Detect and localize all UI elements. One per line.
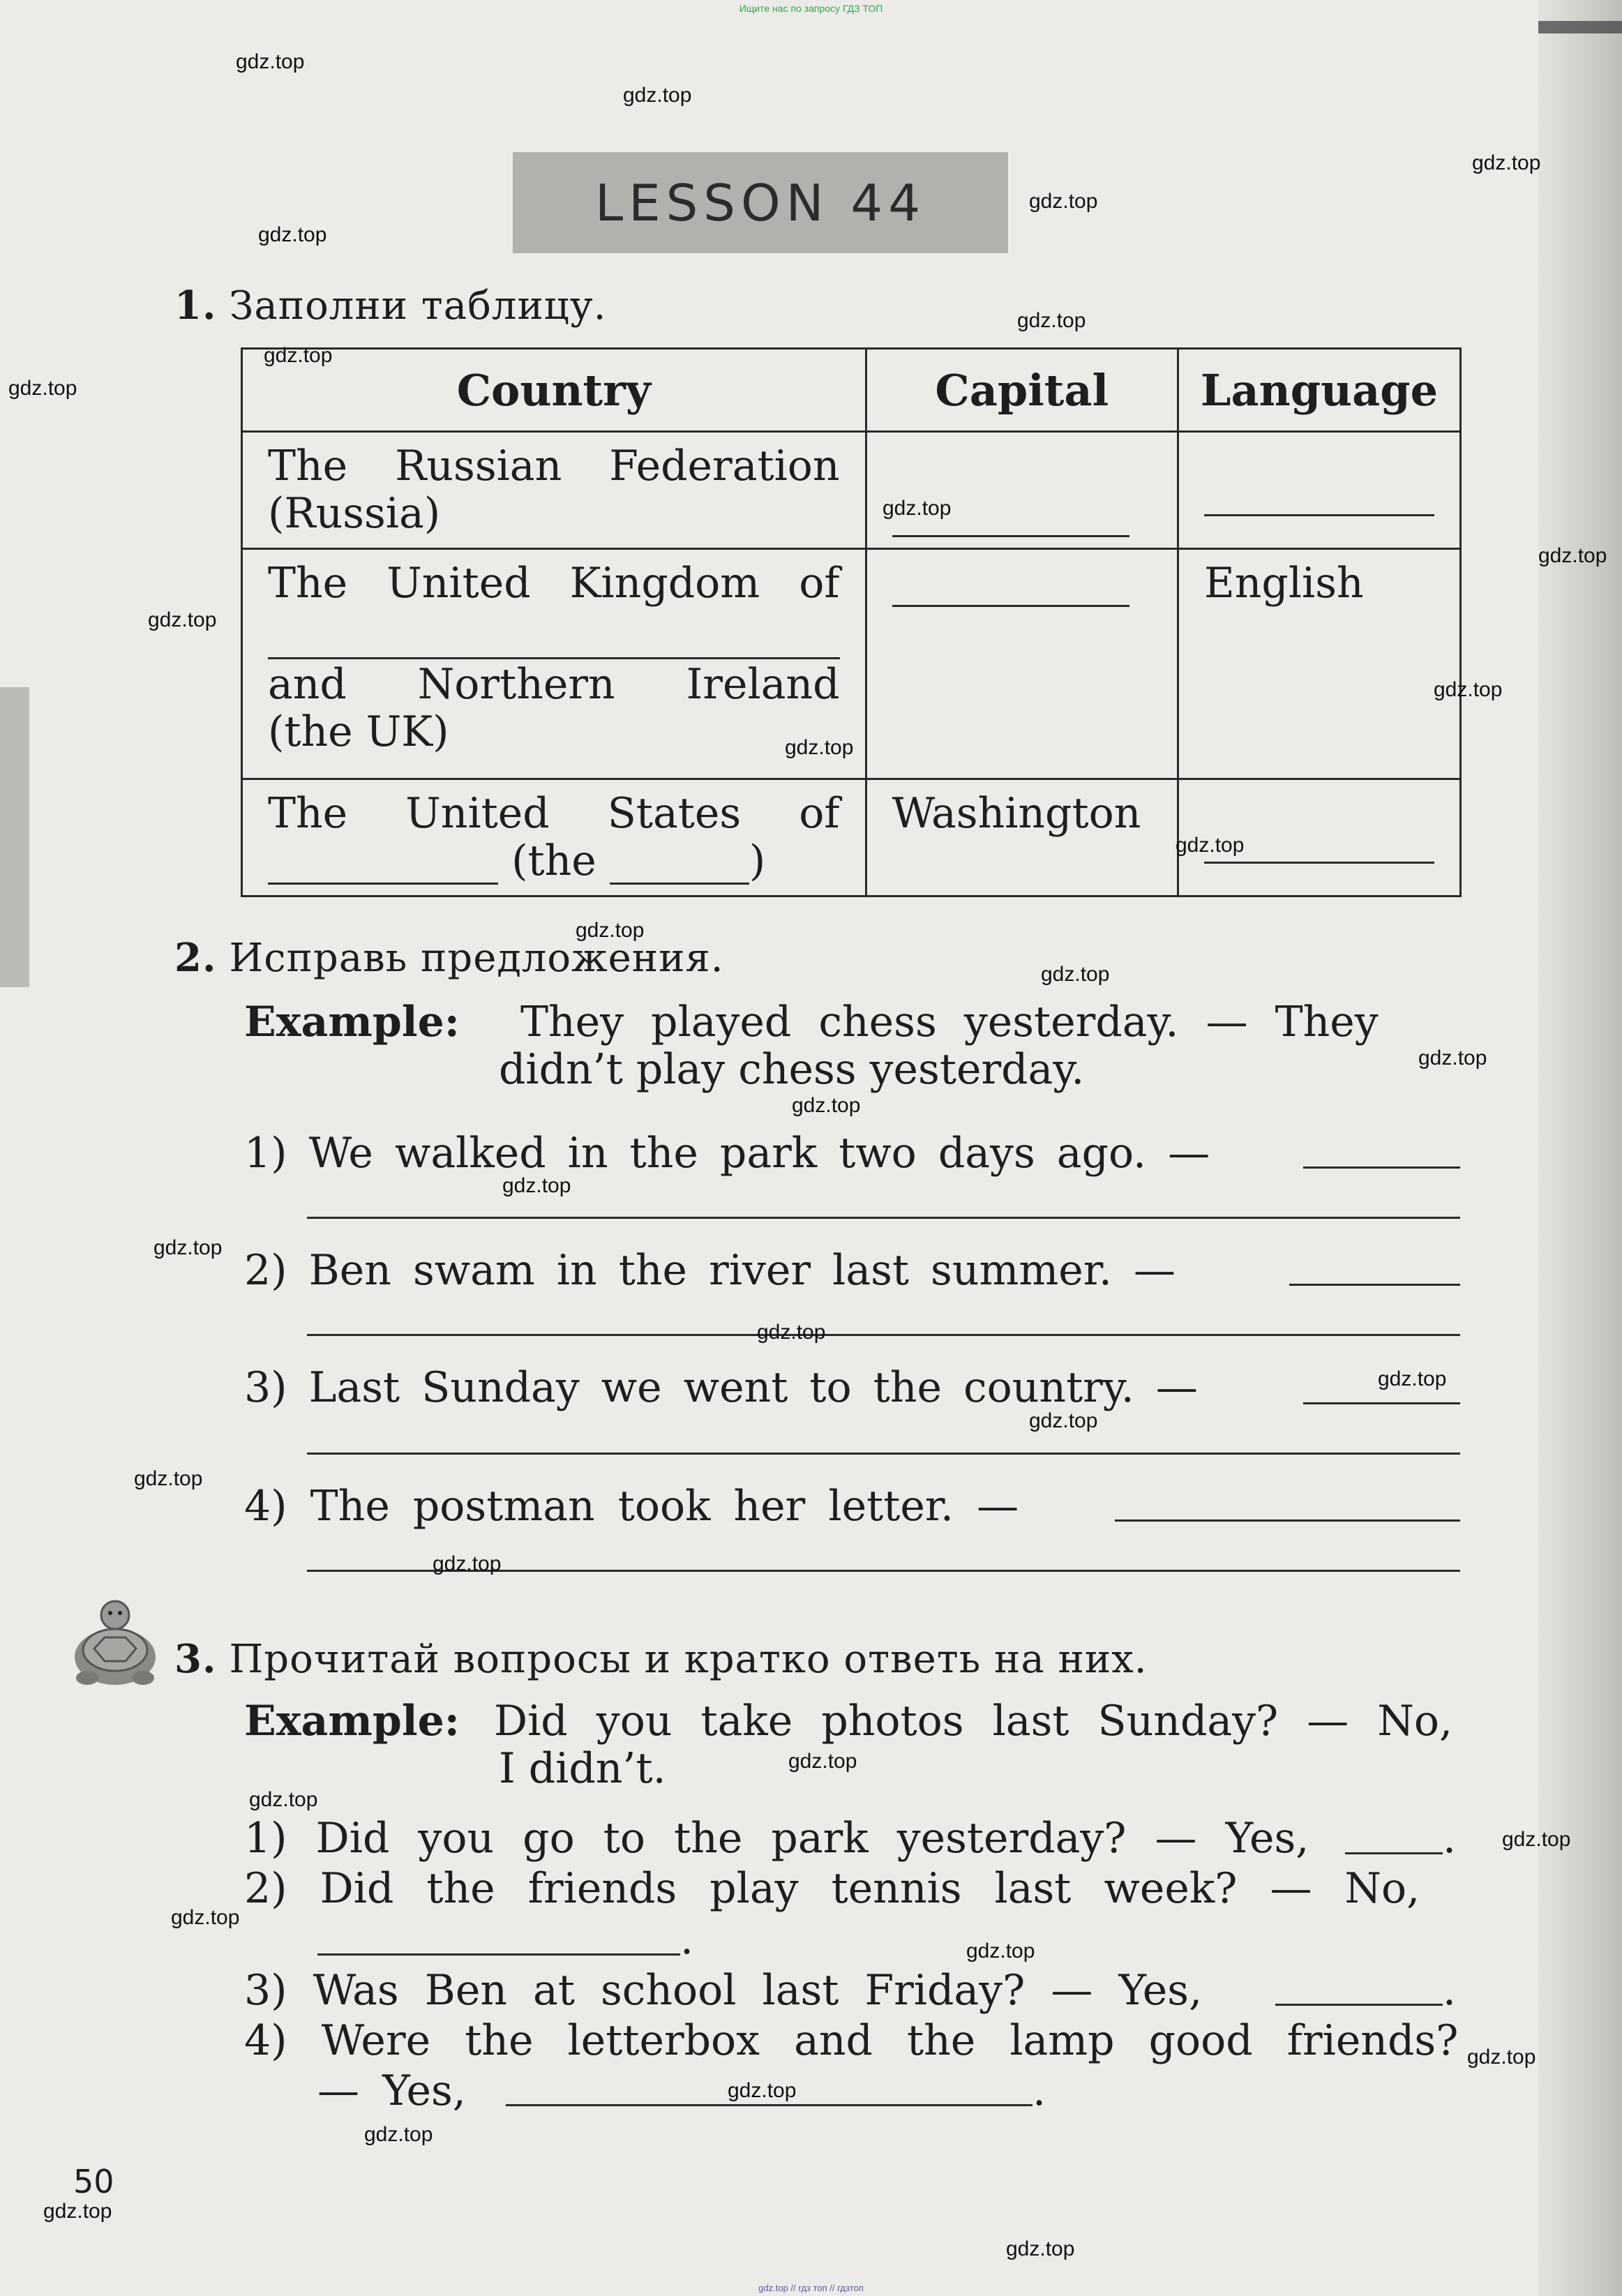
watermark: gdz.top bbox=[1041, 963, 1110, 986]
task3-answer-blank[interactable] bbox=[1345, 1852, 1443, 1854]
task2-answer-blank[interactable] bbox=[307, 1334, 1460, 1336]
watermark: gdz.top bbox=[1029, 1409, 1098, 1432]
country-line bbox=[268, 837, 840, 885]
capital-cell bbox=[866, 779, 1178, 896]
watermark: gdz.top bbox=[1006, 2237, 1075, 2260]
page-spine-shadow bbox=[1538, 0, 1622, 2296]
turtle-icon bbox=[66, 1594, 164, 1699]
task2-answer-blank[interactable] bbox=[307, 1217, 1460, 1219]
watermark: gdz.top bbox=[1434, 678, 1503, 701]
left-margin-bar bbox=[0, 687, 29, 987]
task2-example-answer: didn’t play chess yesterday. bbox=[499, 1045, 1085, 1094]
watermark: gdz.top bbox=[792, 1094, 861, 1117]
word: of bbox=[799, 789, 840, 838]
word: and bbox=[268, 660, 347, 709]
watermark: gdz.top bbox=[8, 377, 77, 400]
task3-example-answer: I didn’t. bbox=[499, 1744, 666, 1793]
country-cell bbox=[242, 432, 866, 549]
watermark: gdz.top bbox=[258, 223, 327, 246]
watermark: gdz.top bbox=[171, 1906, 240, 1929]
task2-number: 2. bbox=[174, 935, 217, 981]
word: United bbox=[386, 559, 531, 608]
word: Northern bbox=[417, 660, 615, 709]
country-cell bbox=[242, 779, 866, 896]
task3-heading bbox=[174, 1636, 1148, 1682]
table-header-row bbox=[242, 349, 1461, 432]
example-question: Did you take photos last Sunday? — No, bbox=[494, 1697, 1453, 1746]
task2-answer-blank[interactable] bbox=[1303, 1402, 1460, 1404]
country-line: (Russia) bbox=[268, 489, 441, 538]
watermark: gdz.top bbox=[883, 497, 952, 520]
capital-value: Washington bbox=[892, 789, 1141, 838]
task1-text: Заполни таблицу. bbox=[229, 283, 607, 329]
task3-example bbox=[244, 1697, 1462, 1746]
watermark: gdz.top bbox=[236, 50, 305, 73]
task3-number: 3. bbox=[174, 1636, 217, 1682]
task2-item-2: 2) Ben swam in the river last summer. — bbox=[244, 1246, 1176, 1295]
period: . bbox=[1443, 1966, 1457, 2015]
word: States bbox=[607, 789, 742, 838]
capital-blank[interactable] bbox=[892, 535, 1129, 537]
country-line bbox=[268, 560, 840, 607]
lesson-header bbox=[513, 152, 1008, 253]
language-cell bbox=[1178, 549, 1460, 779]
watermark: gdz.top bbox=[1176, 834, 1245, 857]
country-line bbox=[268, 442, 840, 490]
task3-answer-4: — Yes, bbox=[317, 2066, 466, 2115]
task2-example bbox=[244, 998, 1462, 1046]
example-question: They played chess yesterday. — They bbox=[520, 998, 1379, 1046]
header-country: Country bbox=[242, 349, 866, 432]
table-row bbox=[242, 779, 1461, 896]
page-number: 50 bbox=[73, 2163, 114, 2200]
bottom-note[interactable]: gdz.top // гдз топ // гдзтоп bbox=[758, 2283, 864, 2293]
task3-answer-blank[interactable] bbox=[506, 2104, 1032, 2106]
example-label: Example: bbox=[244, 1697, 460, 1746]
language-value: English bbox=[1203, 559, 1364, 608]
task3-question-2: 2) Did the friends play tennis last week? — No, bbox=[244, 1864, 1420, 1913]
watermark: gdz.top bbox=[788, 1750, 857, 1773]
country-line: (the UK) bbox=[268, 707, 449, 756]
word: Kingdom bbox=[569, 559, 760, 608]
capital-blank[interactable] bbox=[892, 563, 1129, 607]
period: . bbox=[680, 1915, 694, 1964]
watermark: gdz.top bbox=[1472, 151, 1541, 174]
example-label: Example: bbox=[244, 998, 460, 1046]
watermark: gdz.top bbox=[1378, 1367, 1447, 1390]
word: of bbox=[799, 559, 840, 608]
word: Ireland bbox=[686, 660, 840, 709]
word: The bbox=[268, 789, 348, 838]
country-blank[interactable] bbox=[610, 883, 749, 885]
period: . bbox=[1032, 2066, 1046, 2115]
watermark: gdz.top bbox=[43, 2200, 112, 2223]
task2-item-4: 4) The postman took her letter. — bbox=[244, 1482, 1019, 1531]
task2-answer-blank[interactable] bbox=[1115, 1520, 1460, 1522]
task2-item-1: 1) We walked in the park two days ago. — bbox=[244, 1129, 1210, 1178]
word: Federation bbox=[609, 442, 840, 490]
task2-answer-blank[interactable] bbox=[1289, 1284, 1460, 1286]
watermark: gdz.top bbox=[1418, 1046, 1487, 1070]
watermark: gdz.top bbox=[757, 1321, 826, 1344]
country-blank[interactable] bbox=[268, 883, 498, 885]
word: United bbox=[405, 789, 550, 838]
watermark: gdz.top bbox=[364, 2123, 433, 2146]
task3-question-4: 4) Were the letterbox and the lamp good friends? bbox=[244, 2016, 1459, 2065]
table-row bbox=[242, 432, 1461, 549]
capital-cell bbox=[866, 432, 1178, 549]
language-blank[interactable] bbox=[1204, 862, 1434, 864]
lesson-title: LESSON 44 bbox=[594, 173, 926, 232]
task3-text: Прочитай вопросы и кратко ответь на них. bbox=[229, 1637, 1148, 1682]
watermark: gdz.top bbox=[433, 1552, 502, 1575]
task1-heading bbox=[174, 283, 607, 329]
country-line bbox=[268, 790, 840, 837]
watermark: gdz.top bbox=[1029, 190, 1098, 213]
language-cell bbox=[1178, 432, 1460, 549]
word: (the bbox=[511, 836, 596, 885]
top-note[interactable]: Ищите нас по запросу ГДЗ ТОП bbox=[739, 3, 883, 14]
language-blank[interactable] bbox=[1204, 514, 1434, 516]
capital-cell bbox=[866, 549, 1178, 779]
country-blank[interactable] bbox=[268, 607, 840, 659]
watermark: gdz.top bbox=[966, 1939, 1035, 1963]
period: . bbox=[1443, 1814, 1457, 1863]
task2-text: Исправь предложения. bbox=[229, 936, 724, 981]
country-line bbox=[268, 661, 840, 708]
task2-answer-blank[interactable] bbox=[1303, 1166, 1460, 1169]
task3-answer-blank[interactable] bbox=[317, 1953, 680, 1956]
word: Russian bbox=[395, 442, 562, 490]
word: The bbox=[268, 442, 348, 490]
word: ) bbox=[749, 836, 766, 885]
word: The bbox=[268, 559, 348, 608]
watermark: gdz.top bbox=[1538, 544, 1607, 567]
watermark: gdz.top bbox=[134, 1467, 203, 1490]
country-cell bbox=[242, 549, 866, 779]
watermark: gdz.top bbox=[1467, 2046, 1536, 2069]
watermark: gdz.top bbox=[153, 1236, 223, 1259]
watermark: gdz.top bbox=[785, 736, 854, 759]
watermark: gdz.top bbox=[249, 1788, 318, 1811]
watermark: gdz.top bbox=[502, 1174, 571, 1197]
task3-question-3: 3) Was Ben at school last Friday? — Yes, bbox=[244, 1966, 1203, 2015]
spine-dark-strip bbox=[1538, 21, 1622, 33]
watermark: gdz.top bbox=[623, 84, 692, 107]
task3-question-1: 1) Did you go to the park yesterday? — Yes, bbox=[244, 1814, 1309, 1863]
watermark: gdz.top bbox=[148, 608, 217, 631]
task2-answer-blank[interactable] bbox=[307, 1453, 1460, 1455]
header-language: Language bbox=[1178, 349, 1460, 432]
countries-table bbox=[241, 347, 1462, 897]
task3-answer-blank[interactable] bbox=[1275, 2004, 1443, 2006]
task2-item-3: 3) Last Sunday we went to the country. — bbox=[244, 1363, 1198, 1412]
watermark: gdz.top bbox=[264, 344, 333, 367]
header-capital: Capital bbox=[866, 349, 1178, 432]
watermark: gdz.top bbox=[728, 2079, 797, 2102]
task1-number: 1. bbox=[174, 283, 217, 329]
watermark: gdz.top bbox=[1017, 309, 1086, 332]
watermark: gdz.top bbox=[576, 919, 645, 942]
watermark: gdz.top bbox=[1502, 1828, 1571, 1851]
